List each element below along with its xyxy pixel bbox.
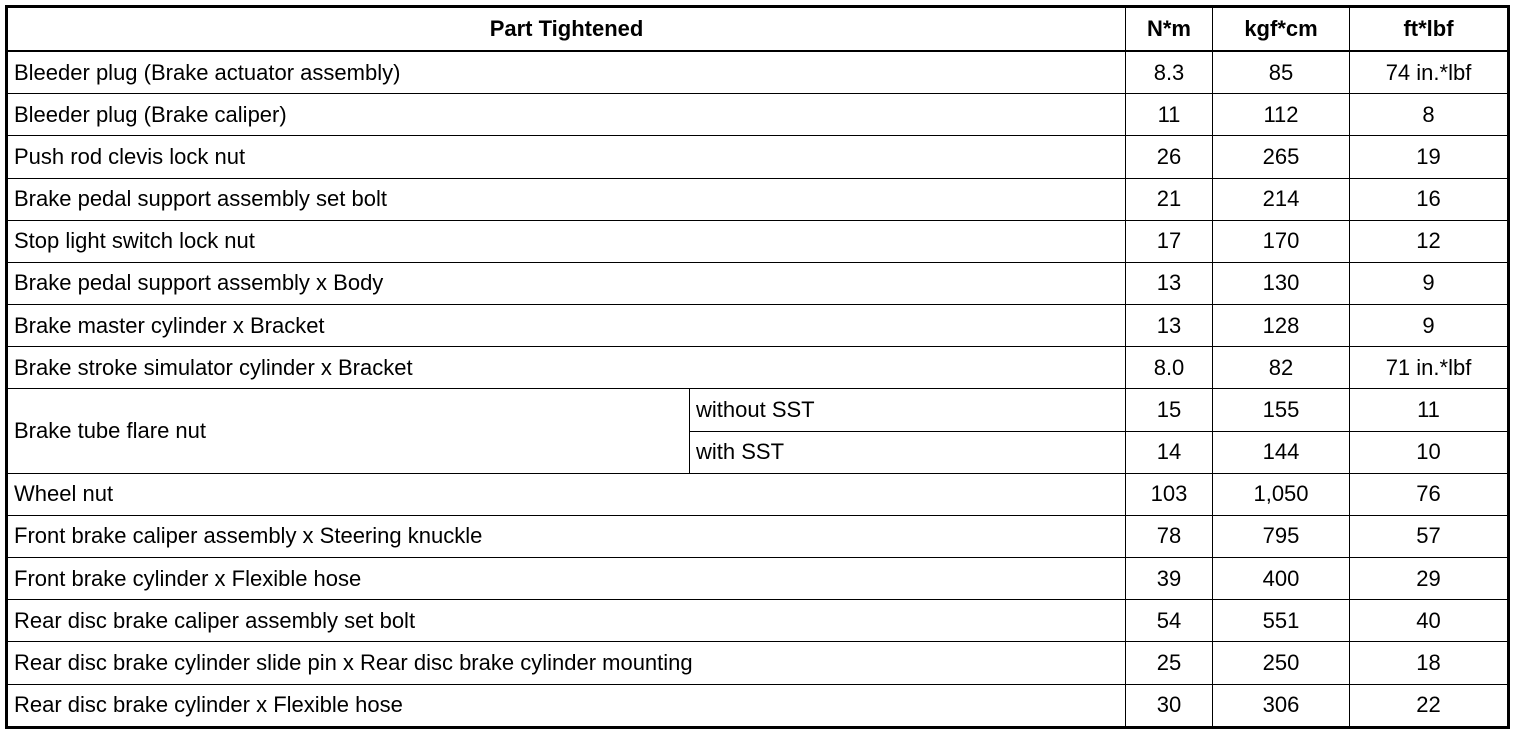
ft-cell: 16 (1350, 178, 1509, 220)
part-cell: Rear disc brake cylinder slide pin x Rear disc brake cylinder mounting (7, 642, 1126, 684)
table-row (7, 262, 1509, 304)
nm-cell: 54 (1126, 600, 1213, 642)
table-row (7, 558, 1509, 600)
part-cell: Brake pedal support assembly x Body (7, 262, 1126, 304)
header-ft-lbf: ft*lbf (1350, 7, 1509, 52)
condition-cell: with SST (690, 431, 1126, 473)
ft-cell: 11 (1350, 389, 1509, 431)
nm-cell: 14 (1126, 431, 1213, 473)
table-row (7, 515, 1509, 557)
nm-cell: 26 (1126, 136, 1213, 178)
kgf-cell: 265 (1213, 136, 1350, 178)
table-row (7, 220, 1509, 262)
ft-cell: 10 (1350, 431, 1509, 473)
kgf-cell: 250 (1213, 642, 1350, 684)
table-row (7, 178, 1509, 220)
ft-cell: 71 in.*lbf (1350, 347, 1509, 389)
table-row (7, 473, 1509, 515)
part-cell: Stop light switch lock nut (7, 220, 1126, 262)
part-cell: Brake stroke simulator cylinder x Bracket (7, 347, 1126, 389)
nm-cell: 13 (1126, 305, 1213, 347)
ft-cell: 9 (1350, 262, 1509, 304)
header-row (7, 7, 1509, 52)
kgf-cell: 306 (1213, 684, 1350, 727)
part-cell: Brake pedal support assembly set bolt (7, 178, 1126, 220)
ft-cell: 18 (1350, 642, 1509, 684)
ft-cell: 29 (1350, 558, 1509, 600)
nm-cell: 11 (1126, 94, 1213, 136)
nm-cell: 103 (1126, 473, 1213, 515)
part-cell: Push rod clevis lock nut (7, 136, 1126, 178)
part-cell: Brake master cylinder x Bracket (7, 305, 1126, 347)
nm-cell: 39 (1126, 558, 1213, 600)
torque-spec-table (5, 5, 1510, 729)
nm-cell: 78 (1126, 515, 1213, 557)
part-cell: Front brake cylinder x Flexible hose (7, 558, 1126, 600)
nm-cell: 17 (1126, 220, 1213, 262)
kgf-cell: 170 (1213, 220, 1350, 262)
kgf-cell: 82 (1213, 347, 1350, 389)
nm-cell: 8.3 (1126, 51, 1213, 94)
kgf-cell: 1,050 (1213, 473, 1350, 515)
kgf-cell: 795 (1213, 515, 1350, 557)
part-cell: Front brake caliper assembly x Steering knuckle (7, 515, 1126, 557)
part-cell: Bleeder plug (Brake caliper) (7, 94, 1126, 136)
ft-cell: 57 (1350, 515, 1509, 557)
nm-cell: 21 (1126, 178, 1213, 220)
part-cell: Wheel nut (7, 473, 1126, 515)
kgf-cell: 85 (1213, 51, 1350, 94)
nm-cell: 30 (1126, 684, 1213, 727)
header-nm: N*m (1126, 7, 1213, 52)
ft-cell: 12 (1350, 220, 1509, 262)
part-cell: Rear disc brake caliper assembly set bolt (7, 600, 1126, 642)
nm-cell: 15 (1126, 389, 1213, 431)
nm-cell: 8.0 (1126, 347, 1213, 389)
table-row (7, 136, 1509, 178)
ft-cell: 8 (1350, 94, 1509, 136)
table-row (7, 600, 1509, 642)
table-row (7, 389, 1509, 431)
ft-cell: 22 (1350, 684, 1509, 727)
table-row (7, 347, 1509, 389)
nm-cell: 25 (1126, 642, 1213, 684)
table-row (7, 305, 1509, 347)
kgf-cell: 214 (1213, 178, 1350, 220)
header-part-tightened: Part Tightened (7, 7, 1126, 52)
header-kgf-cm: kgf*cm (1213, 7, 1350, 52)
ft-cell: 9 (1350, 305, 1509, 347)
ft-cell: 19 (1350, 136, 1509, 178)
table-row (7, 94, 1509, 136)
kgf-cell: 155 (1213, 389, 1350, 431)
ft-cell: 74 in.*lbf (1350, 51, 1509, 94)
kgf-cell: 400 (1213, 558, 1350, 600)
ft-cell: 40 (1350, 600, 1509, 642)
part-cell: Rear disc brake cylinder x Flexible hose (7, 684, 1126, 727)
part-cell: Brake tube flare nut (7, 389, 690, 473)
kgf-cell: 551 (1213, 600, 1350, 642)
part-cell: Bleeder plug (Brake actuator assembly) (7, 51, 1126, 94)
table-row (7, 684, 1509, 727)
condition-cell: without SST (690, 389, 1126, 431)
nm-cell: 13 (1126, 262, 1213, 304)
table-row (7, 642, 1509, 684)
kgf-cell: 112 (1213, 94, 1350, 136)
ft-cell: 76 (1350, 473, 1509, 515)
table-row (7, 51, 1509, 94)
kgf-cell: 130 (1213, 262, 1350, 304)
kgf-cell: 128 (1213, 305, 1350, 347)
kgf-cell: 144 (1213, 431, 1350, 473)
